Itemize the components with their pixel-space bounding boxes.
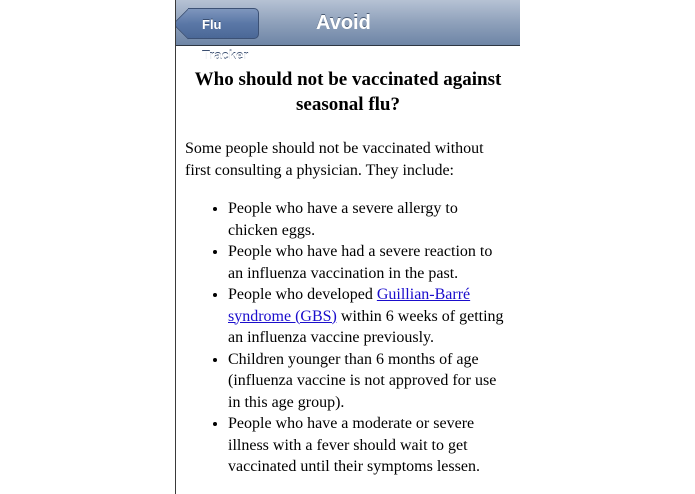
article-heading: Who should not be vaccinated against seasonal flu? <box>194 69 502 115</box>
list-item-suffix: within 6 weeks of getting an influenza vaccine previously. <box>228 307 504 346</box>
page-title: Avoid <box>316 12 371 34</box>
intro-paragraph: Some people should not be vaccinated without first consulting a physician. They include: <box>185 140 484 179</box>
article-content[interactable] <box>176 47 520 478</box>
list-item <box>228 284 511 349</box>
list-item <box>228 349 511 414</box>
list-item-text: Children younger than 6 months of age (influenza vaccine is not approved for use in this age group). <box>228 350 497 411</box>
gbs-link[interactable]: Guillian-Barré syndrome (GBS) <box>228 286 471 325</box>
navigation-bar <box>176 0 520 63</box>
phone-screen <box>175 0 520 494</box>
back-button-label: Flu Tracker <box>202 17 249 63</box>
back-button[interactable] <box>188 8 259 63</box>
list-item <box>228 413 511 478</box>
contraindications-list <box>185 198 511 478</box>
list-item <box>228 198 511 241</box>
list-item-text: People who have a severe allergy to chicken eggs. <box>228 200 458 239</box>
list-item-text: People who have had a severe reaction to an influenza vaccination in the past. <box>228 243 493 282</box>
list-item-prefix: People who developed <box>228 286 377 303</box>
list-item-text: People who have a moderate or severe illness with a fever should wait to get vaccinated until their symptoms lessen. <box>228 415 480 475</box>
list-item <box>228 241 511 284</box>
